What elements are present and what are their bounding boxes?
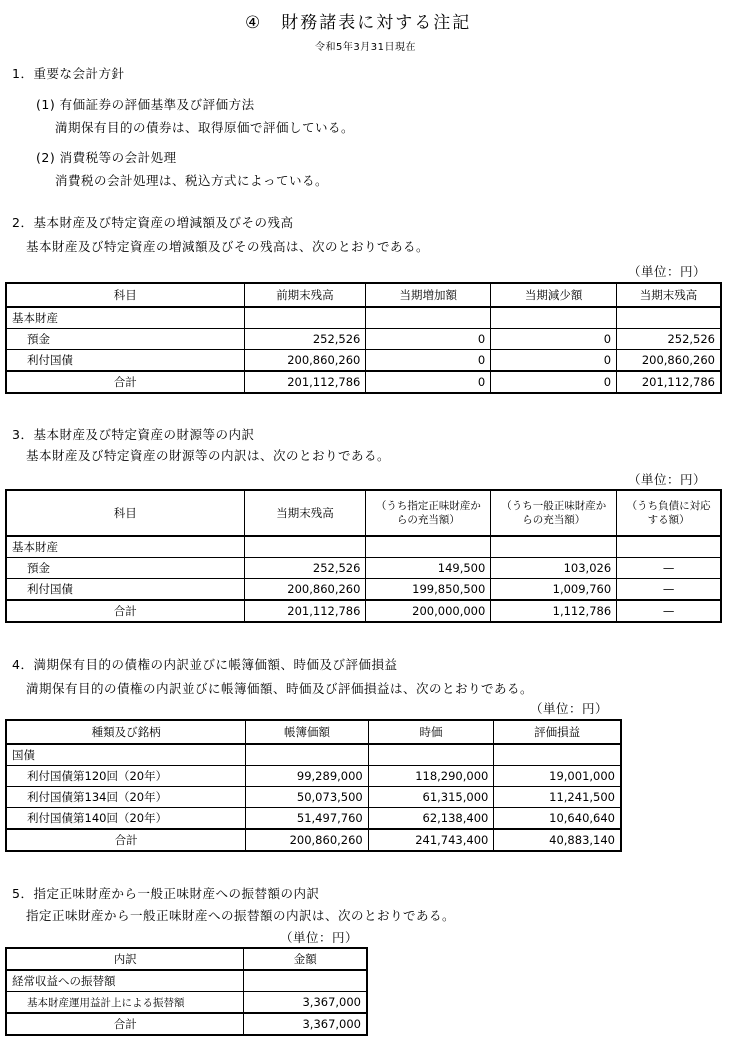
row-label: 預金	[7, 558, 245, 579]
section-4-heading: 4．満期保有目的の債権の内訳並びに帳簿価額、時価及び評価損益	[12, 657, 398, 672]
header-cell: 前期末残高	[244, 284, 366, 308]
total-row	[7, 600, 721, 622]
header-cell: 当期末残高	[244, 491, 366, 537]
header-cell: 内訳	[7, 949, 244, 971]
section-5-table	[6, 948, 367, 1035]
header-cell: 帳簿価額	[246, 721, 369, 745]
table-header-row	[7, 491, 721, 537]
section-2-intro: 基本財産及び特定資産の増減額及びその残高は、次のとおりである。	[26, 239, 430, 254]
cell-value: 149,500	[366, 558, 491, 579]
group-label: 基本財産	[7, 536, 245, 558]
cell-value: 200,860,260	[244, 350, 366, 372]
cell-value: 3,367,000	[244, 992, 367, 1014]
section-4-intro: 満期保有目的の債権の内訳並びに帳簿価額、時価及び評価損益は、次のとおりである。	[26, 681, 534, 696]
row-label: 利付国債第134回（20年）	[7, 787, 246, 808]
section-3-heading: 3．基本財産及び特定資産の財源等の内訳	[12, 427, 255, 442]
header-cell: 当期増加額	[366, 284, 491, 308]
cell-value: 200,000,000	[366, 600, 491, 622]
row-label: 預金	[7, 329, 245, 350]
section-3-intro: 基本財産及び特定資産の財源等の内訳は、次のとおりである。	[26, 448, 391, 463]
row-label: 基本財産運用益計上による振替額	[7, 992, 244, 1014]
table-row	[7, 350, 721, 372]
row-label: 利付国債	[7, 579, 245, 601]
header-cell: 科目	[7, 491, 245, 537]
header-cell: 科目	[7, 284, 245, 308]
cell-value: 252,526	[244, 558, 366, 579]
cell-value: 50,073,500	[246, 787, 369, 808]
cell-value: 200,860,260	[244, 579, 366, 601]
as-of-date: 令和5年3月31日現在	[315, 42, 416, 53]
section-4-table	[6, 720, 621, 851]
table-row	[7, 787, 621, 808]
cell-value: 99,289,000	[246, 766, 369, 787]
cell-value: 19,001,000	[494, 766, 621, 787]
cell-value: 0	[491, 371, 617, 393]
header-cell: 金額	[244, 949, 367, 971]
section-4-unit: （単位：円）	[530, 701, 609, 716]
total-row	[7, 1013, 367, 1035]
cell-value: 118,290,000	[368, 766, 494, 787]
cell-value: 200,860,260	[617, 350, 721, 372]
section-2-heading: 2．基本財産及び特定資産の増減額及びその残高	[12, 215, 294, 230]
table-row	[7, 766, 621, 787]
cell-value: 201,112,786	[617, 371, 721, 393]
header-cell: 時価	[368, 721, 494, 745]
cell-value: 241,743,400	[368, 829, 494, 851]
section-2-unit: （単位：円）	[628, 264, 707, 279]
cell-value: 0	[491, 350, 617, 372]
total-label: 合計	[7, 600, 245, 622]
section-1-heading: 1．重要な会計方針	[12, 66, 125, 81]
table-header-row	[7, 721, 621, 745]
cell-value: 1,009,760	[491, 579, 617, 601]
group-label: 経常収益への振替額	[7, 970, 244, 992]
cell-value: 201,112,786	[244, 600, 366, 622]
cell-value: 40,883,140	[494, 829, 621, 851]
section-5-intro: 指定正味財産から一般正味財産への振替額の内訳は、次のとおりである。	[26, 908, 456, 923]
section-5-heading: 5．指定正味財産から一般正味財産への振替額の内訳	[12, 886, 320, 901]
header-cell: （うち一般正味財産からの充当額）	[491, 491, 617, 537]
cell-value: —	[617, 600, 721, 622]
header-cell: 種類及び銘柄	[7, 721, 246, 745]
cell-value: 199,850,500	[366, 579, 491, 601]
section-1-sub2-text: 消費税の会計処理は、税込方式によっている。	[55, 173, 329, 188]
cell-value: —	[617, 579, 721, 601]
group-row	[7, 744, 621, 766]
group-row	[7, 307, 721, 329]
cell-value: 3,367,000	[244, 1013, 367, 1035]
cell-value: —	[617, 558, 721, 579]
table-row	[7, 558, 721, 579]
section-1-sub1-text: 満期保有目的の債券は、取得原価で評価している。	[55, 120, 355, 135]
section-5-unit: （単位：円）	[280, 930, 359, 945]
cell-value: 0	[366, 371, 491, 393]
table-row	[7, 808, 621, 830]
total-row	[7, 371, 721, 393]
table-row	[7, 579, 721, 601]
section-3-unit: （単位：円）	[628, 472, 707, 487]
cell-value: 0	[366, 329, 491, 350]
section-3-table	[6, 490, 721, 622]
section-1-sub2-heading: (2) 消費税等の会計処理	[36, 150, 177, 165]
cell-value: 61,315,000	[368, 787, 494, 808]
cell-value: 103,026	[491, 558, 617, 579]
total-row	[7, 829, 621, 851]
header-cell: （うち指定正味財産からの充当額）	[366, 491, 491, 537]
total-label: 合計	[7, 371, 245, 393]
group-row	[7, 970, 367, 992]
cell-value: 252,526	[244, 329, 366, 350]
group-label: 国債	[7, 744, 246, 766]
cell-value: 10,640,640	[494, 808, 621, 830]
row-label: 利付国債	[7, 350, 245, 372]
header-cell: （うち負債に対応する額）	[617, 491, 721, 537]
section-1-sub1-heading: (1) 有価証券の評価基準及び評価方法	[36, 97, 255, 112]
cell-value: 0	[491, 329, 617, 350]
page-title: ④ 財務諸表に対する注記	[245, 13, 472, 33]
cell-value: 200,860,260	[246, 829, 369, 851]
cell-value: 11,241,500	[494, 787, 621, 808]
section-2-table	[6, 283, 721, 393]
cell-value: 1,112,786	[491, 600, 617, 622]
total-label: 合計	[7, 829, 246, 851]
cell-value: 201,112,786	[244, 371, 366, 393]
table-header-row	[7, 949, 367, 971]
table-row	[7, 992, 367, 1014]
group-row	[7, 536, 721, 558]
header-cell: 評価損益	[494, 721, 621, 745]
group-label: 基本財産	[7, 307, 245, 329]
row-label: 利付国債第140回（20年）	[7, 808, 246, 830]
cell-value: 252,526	[617, 329, 721, 350]
table-row	[7, 329, 721, 350]
header-cell: 当期減少額	[491, 284, 617, 308]
header-cell: 当期末残高	[617, 284, 721, 308]
cell-value: 51,497,760	[246, 808, 369, 830]
total-label: 合計	[7, 1013, 244, 1035]
cell-value: 0	[366, 350, 491, 372]
cell-value: 62,138,400	[368, 808, 494, 830]
table-header-row	[7, 284, 721, 308]
row-label: 利付国債第120回（20年）	[7, 766, 246, 787]
